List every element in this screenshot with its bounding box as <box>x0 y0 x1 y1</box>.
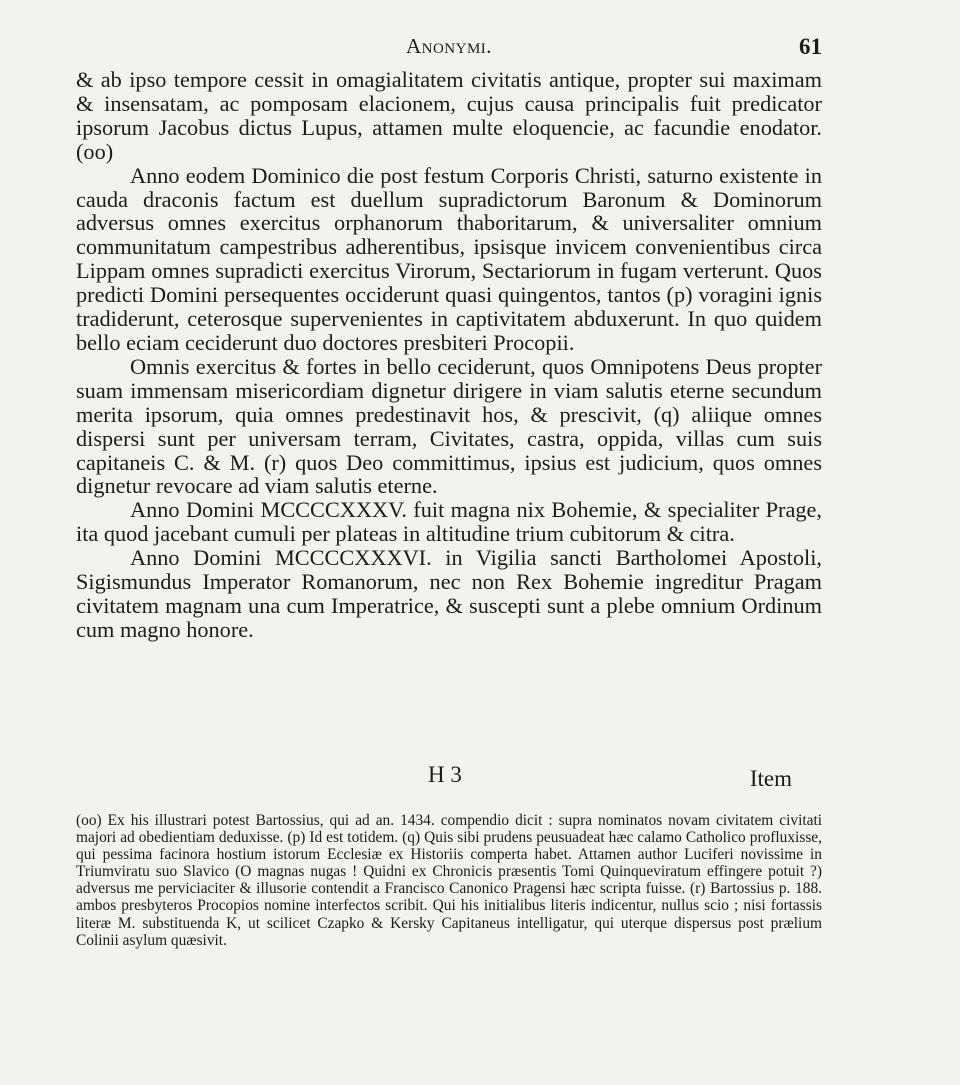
main-text <box>76 68 822 642</box>
signature-mark: H 3 <box>428 762 462 787</box>
running-head <box>76 34 822 68</box>
footnotes <box>76 812 822 949</box>
page-number: 61 <box>799 34 822 59</box>
footnote-text: (oo) Ex his illustrari potest Bartossius, qui ad an. 1434. compendio dicit : supra nominatos novam civitatem civitati majori ad obedientiam deduxisse. (p) Id est totidem. (q) Quis sibi prudens peusuadeat hæc calamo Catholico profluxisse, qui pessima facinora hostium istorum Ecclesiæ ex Historiis comperta habet. Attamen author Luciferi novissime in Triumviratu suo Slavico (O magnas nugas ! Quidni ex Chronicis præsentis Tomi Quinqueviratum effingere potuit ?) adversus me perviciaciter & illusorie contendit a Francisco Canonico Pragensi hæc scripta fuisse. (r) Bartossius p. 188. ambos presbyteros Procopios nomine interfectos scribit. Qui his initialibus literis indicentur, nullus scio ; nisi fortassis literæ M. substituenda K, ut scilicet Czapko & Kersky Capitaneus intelligatur, qui uterque dispersus post prælium Colinii asylum quæsivit. <box>76 812 822 949</box>
paragraph-3: Omnis exercitus & fortes in bello ceciderunt, quos Omnipotens Deus propter suam immensam misericordiam dignetur dirigere in viam salutis eterne secundum merita ipsorum, quia omnes predestinavit hos, & prescivit, (q) aliique omnes dispersi sunt per universam terram, Civitates, castra, oppida, villas cum suis capitaneis C. & M. (r) quos Deo committimus, ipsius est judicium, quos omnes dignetur revocare ad viam salutis eterne. <box>76 353 822 499</box>
paragraph-4: Anno Domini MCCCCXXXV. fuit magna nix Bohemie, & specialiter Prage, ita quod jacebant cumuli per plateas in altitudine trium cubitorum & citra. <box>76 497 822 547</box>
paragraph-1: & ab ipso tempore cessit in omagialitatem civitatis antique, propter sui maximam & insensatam, ac pomposam elacionem, cujus causa principalis fuit predicator ipsorum Jacobus dictus Lupus, attamen multe eloquencie, ac facundie enodator. (oo) <box>76 67 822 164</box>
paragraph-2: Anno eodem Dominico die post festum Corporis Christi, saturno existente in cauda draconis factum est duellum supradictorum Baronum & Dominorum adversus omnes exercitus orphanorum thaboritarum, & universaliter omnium communitatum campestribus adherentibus, ipsisque invicem convenientibus circa Lippam omnes supradicti exercitus Virorum, Sectariorum in fugam verterunt. Quos predicti Domini persequentes occiderunt quasi quingentos, tantos (p) voragini ignis tradiderunt, ceterosque supervenientes in captivitatem abduxerunt. In quo quidem bello eciam ceciderunt duo doctores presbiteri Procopii. <box>76 162 822 355</box>
signature-row <box>76 762 822 792</box>
catchword: Item <box>749 766 792 791</box>
running-title: Anonymi. <box>405 34 493 58</box>
paragraph-5: Anno Domini MCCCCXXXVI. in Vigilia sancti Bartholomei Apostoli, Sigismundus Imperator Romanorum, nec non Rex Bohemie ingreditur Pragam civitatem magnam una cum Imperatrice, & suscepti sunt a plebe omnium Ordinum cum magno honore. <box>76 545 822 642</box>
